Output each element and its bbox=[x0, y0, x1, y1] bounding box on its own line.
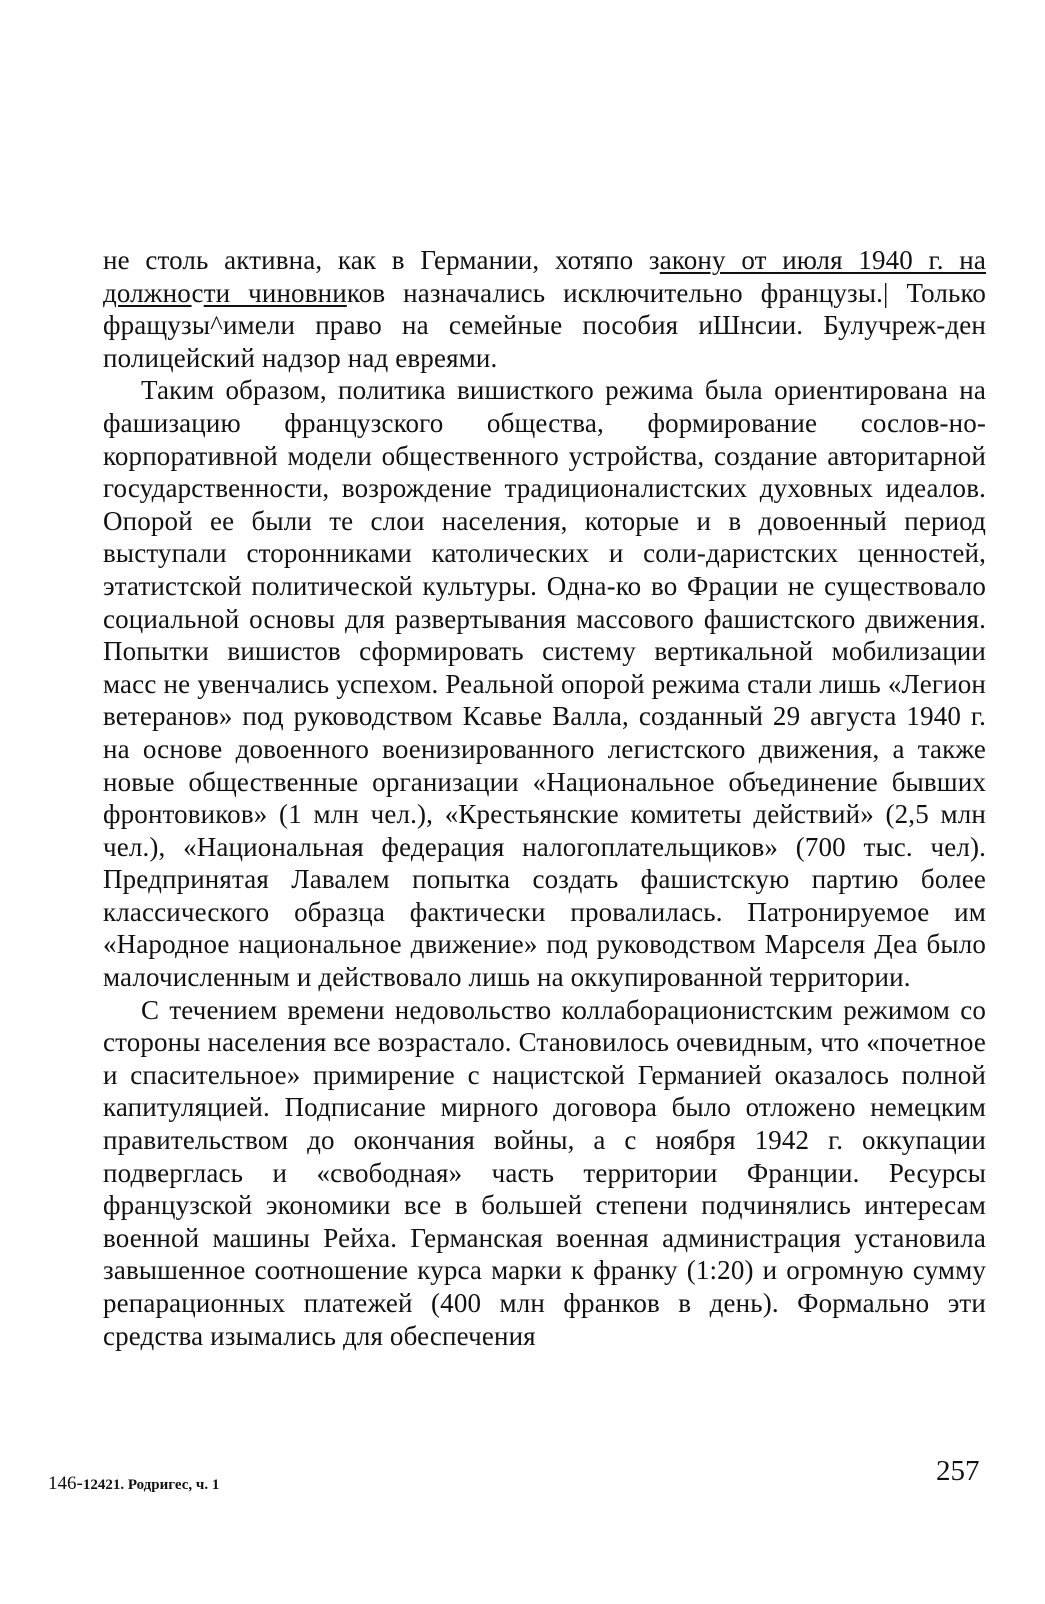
paragraph-2: Таким образом, политика вишисткого режима была ориентирована на фашизацию французского общества, формирование сослов-но-корпоративной модели общественного устройства, создание авторитарной государственности, возрождение традиционалистских духовных идеалов. Опорой ее были те слои населения, которые и в довоенный период выступали сторонниками католических и соли-даристских ценностей, этатистской политической культуры. Одна-ко во Фрации не существовало социальной основы для развертывания массового фашистского движения. Попытки вишистов сформировать систему вертикальной мобилизации масс не увенчались успехом. Реальной опорой режима стали лишь «Легион ветеранов» под руководством Ксавье Валла, созданный 29 августа 1940 г. на основе довоенного военизированного легистского движения, а также новые общественные организации «Национальное объединение бывших фронтовиков» (1 млн чел.), «Крестьянские комитеты действий» (2,5 млн чел.), «Национальная федерация налогоплательщиков» (700 тыс. чел). Предпринятая Лавалем попытка создать фашистскую партию более классического образца фактически провалилась. Патронируемое им «Народное национальное движение» под руководством Марселя Деа было малочисленным и действовало лишь на оккупированной территории. bbox=[103, 375, 986, 993]
signature-number: 146- bbox=[48, 1473, 83, 1494]
paragraph-1-text: ков назначались исключительно французы.| Только фращузы^имели право на семейные пособия иШнсии. Булучреж-ден полицейский надзор над евреями. bbox=[103, 277, 986, 373]
printer-signature bbox=[48, 1472, 219, 1497]
underlined-text: акону от июля 1940 г. на должно bbox=[103, 245, 986, 308]
paragraph-1-text: с bbox=[191, 277, 204, 308]
paragraph-3: С течением времени недовольство коллаборационистским режимом со стороны населения все возрастало. Становилось очевидным, что «почетное и спасительное» примирение с нацистской Германией оказалось полной капитуляцией. Подписание мирного договора было отложено немецким правительством до окончания войны, а с ноября 1942 г. оккупации подверглась и «свободная» часть территории Франции. Ресурсы французской экономики все в большей степени подчинялись интересам военной машины Рейха. Германская военная администрация установила завышенное соотношение курса марки к франку (1:20) и огромную сумму репарационных платежей (400 млн франков в день). Формально эти средства изымались для обеспечения bbox=[103, 994, 986, 1351]
signature-text: 12421. Родригес, ч. 1 bbox=[82, 1477, 220, 1493]
paragraph-1-text: не столь активна, как в Германии, хотяпо з bbox=[103, 245, 660, 275]
body-text bbox=[103, 244, 986, 1352]
underlined-text: ти чиновни bbox=[203, 277, 347, 308]
paragraph-continued bbox=[103, 244, 986, 374]
page-number: 257 bbox=[936, 1455, 980, 1487]
